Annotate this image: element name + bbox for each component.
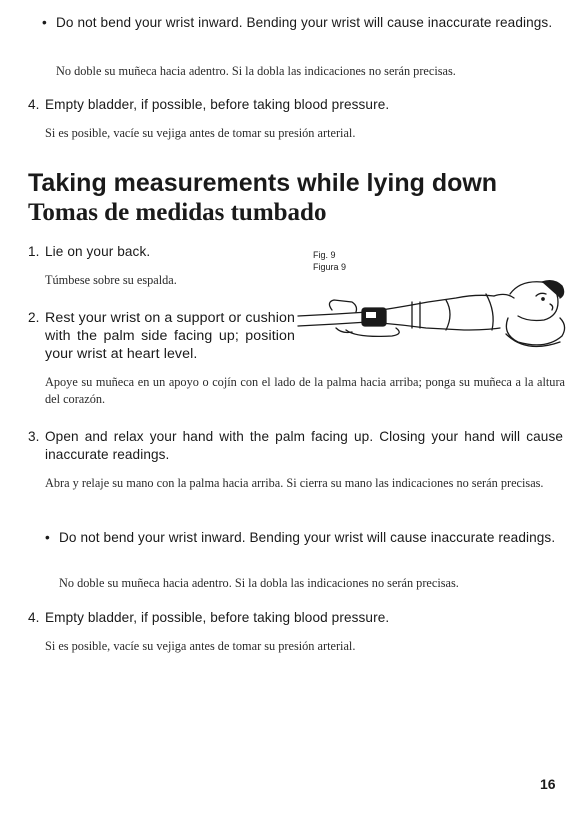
step-text-en: Empty bladder, if possible, before taking blood pressure. [45, 610, 390, 625]
step-number: 4. [28, 97, 40, 112]
step-number: 1. [28, 244, 40, 259]
step-number: 4. [28, 610, 40, 625]
step-text-es: Túmbese sobre su espalda. [45, 273, 177, 287]
step-text-en: Open and relax your hand with the palm facing up. Closing your hand will cause inaccurate readings. [45, 429, 563, 462]
figure-9-illustration [296, 272, 568, 356]
bullet-text-en: Do not bend your wrist inward. Bending your wrist will cause inaccurate readings. [59, 530, 556, 545]
step-text-en: Lie on your back. [45, 244, 151, 259]
step-text-es: Si es posible, vacíe su vejiga antes de tomar su presión arterial. [45, 639, 356, 653]
section-title-es: Tomas de medidas tumbado [28, 199, 327, 226]
step-text-en: Empty bladder, if possible, before taking blood pressure. [45, 97, 390, 112]
bullet-text-es: No doble su muñeca hacia adentro. Si la dobla las indicaciones no serán precisas. [59, 576, 459, 590]
figure-label-en: Fig. 9 [313, 250, 336, 260]
bullet-text-en: Do not bend your wrist inward. Bending your wrist will cause inaccurate readings. [56, 15, 553, 30]
step-text-es: Abra y relaje su mano con la palma hacia arriba. Si cierra su mano las indicaciones no serán precisas. [45, 476, 544, 490]
step-text-es: Si es posible, vacíe su vejiga antes de tomar su presión arterial. [45, 126, 356, 140]
step-number: 3. [28, 429, 40, 444]
page-number: 16 [540, 776, 556, 792]
bullet-marker: • [45, 530, 50, 545]
step-text-en: Rest your wrist on a support or cushion with the palm side facing up; position your wrist at heart level. [45, 310, 295, 362]
step-number: 2. [28, 310, 40, 325]
figure-label-es: Figura 9 [313, 262, 347, 272]
bullet-marker: • [42, 15, 47, 30]
step-text-es: Apoye su muñeca en un apoyo o cojín con el lado de la palma hacia arriba; ponga su muñeca a la altura del corazón. [45, 375, 565, 406]
bullet-text-es: No doble su muñeca hacia adentro. Si la dobla las indicaciones no serán precisas. [56, 64, 456, 78]
section-title-en: Taking measurements while lying down [28, 169, 498, 197]
